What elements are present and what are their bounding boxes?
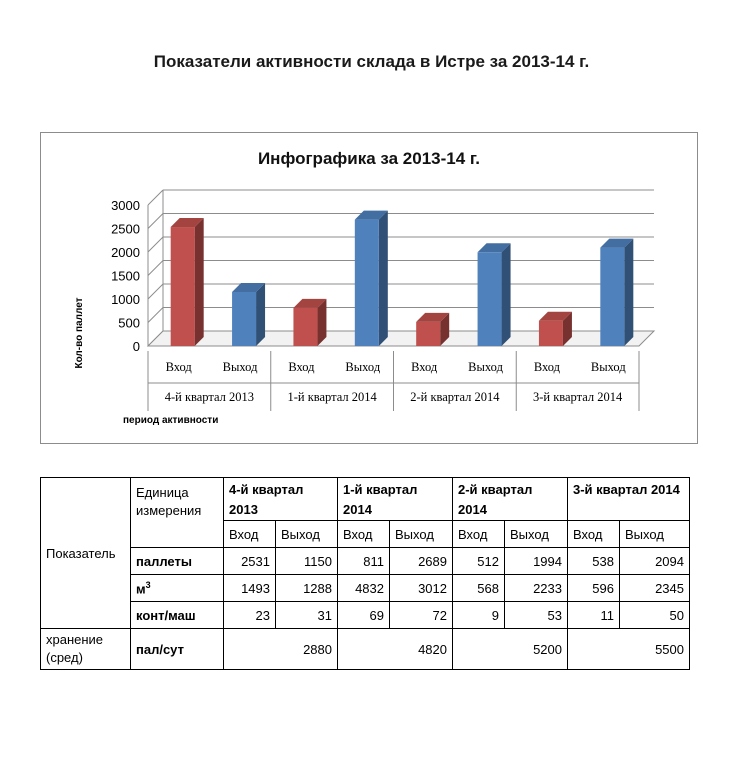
storage-label: хранение (сред)	[41, 629, 131, 670]
value-cell: 568	[453, 575, 505, 602]
bar	[355, 220, 379, 346]
storage-value: 4820	[338, 629, 453, 670]
x-group-label: 4-й квартал 2013	[164, 390, 255, 404]
x-category-label: Вход	[533, 360, 561, 374]
x-category-label: Вход	[288, 360, 315, 374]
chart-floor	[148, 331, 654, 346]
sub-header-in: Вход	[224, 521, 276, 548]
quarter-header: 3-й квартал 2014	[568, 478, 690, 521]
value-cell: 2094	[620, 548, 690, 575]
bar-side	[256, 283, 265, 346]
unit-cell: пал/сут	[131, 629, 224, 670]
value-cell: 512	[453, 548, 505, 575]
unit-cell	[131, 575, 224, 602]
unit-header: Единица измерения	[131, 478, 224, 548]
gridline	[148, 190, 163, 205]
x-category-label: Выход	[590, 360, 626, 374]
unit-cell: конт/маш	[131, 602, 224, 629]
quarter-header: 2-й квартал 2014	[453, 478, 568, 521]
x-category-label: Выход	[345, 360, 381, 374]
x-category-label: Выход	[222, 360, 258, 374]
value-cell: 2345	[620, 575, 690, 602]
storage-value: 5200	[453, 629, 568, 670]
bar	[232, 292, 256, 346]
bar-side	[379, 211, 388, 346]
value-cell: 69	[338, 602, 390, 629]
x-group-label: 3-й квартал 2014	[532, 390, 623, 404]
value-cell: 11	[568, 602, 620, 629]
value-cell: 596	[568, 575, 620, 602]
gridline	[148, 261, 163, 276]
bar	[171, 227, 195, 346]
value-cell: 23	[224, 602, 276, 629]
chart-frame	[40, 132, 698, 444]
row-header: Показатель	[41, 478, 131, 629]
x-group-label: 2-й квартал 2014	[410, 390, 500, 404]
value-cell: 72	[390, 602, 453, 629]
gridline	[148, 308, 163, 323]
value-cell: 4832	[338, 575, 390, 602]
bar-side	[195, 218, 204, 346]
value-cell: 1150	[276, 548, 338, 575]
x-group-label: 1-й квартал 2014	[287, 390, 377, 404]
value-cell: 9	[453, 602, 505, 629]
sub-header-in: Вход	[338, 521, 390, 548]
storage-value: 2880	[224, 629, 338, 670]
chart-title: Инфографика за 2013-14 г.	[257, 149, 481, 168]
y-tick-label: 1000	[111, 292, 140, 307]
y-axis-title: Кол-во паллет	[74, 297, 85, 369]
value-cell: 2689	[390, 548, 453, 575]
value-cell: 1288	[276, 575, 338, 602]
sub-header-out: Выход	[390, 521, 453, 548]
quarter-header: 1-й квартал 2014	[338, 478, 453, 521]
bar	[293, 308, 317, 346]
unit-text: м	[136, 581, 146, 597]
sub-header-in: Вход	[453, 521, 505, 548]
data-table	[40, 477, 690, 670]
y-tick-label: 3000	[111, 198, 140, 213]
gridline	[148, 214, 163, 229]
y-tick-label: 1500	[111, 268, 140, 284]
bar-side	[624, 239, 633, 346]
value-cell: 3012	[390, 575, 453, 602]
table-row	[41, 575, 690, 602]
unit-superscript: 3	[145, 579, 151, 590]
bar	[539, 321, 563, 346]
y-tick-label: 2000	[111, 245, 140, 260]
page-title: Показатели активности склада в Истре за 2013-14 г.	[153, 52, 590, 71]
value-cell: 1994	[505, 548, 568, 575]
bar	[600, 248, 624, 346]
value-cell: 811	[338, 548, 390, 575]
gridline	[148, 284, 163, 299]
bar-chart	[41, 133, 697, 443]
y-tick-label: 2500	[111, 221, 140, 237]
x-category-label: Выход	[468, 360, 503, 374]
value-cell: 50	[620, 602, 690, 629]
y-tick-label: 0	[132, 339, 140, 354]
bar	[478, 252, 502, 346]
bar-side	[502, 243, 511, 346]
sub-header-out: Выход	[505, 521, 568, 548]
value-cell: 2233	[505, 575, 568, 602]
table-row	[41, 629, 690, 670]
x-category-label: Вход	[165, 360, 192, 374]
gridline	[148, 237, 163, 252]
quarter-header: 4-й квартал 2013	[224, 478, 338, 521]
value-cell: 31	[276, 602, 338, 629]
value-cell: 2531	[224, 548, 276, 575]
table-row	[41, 548, 690, 575]
x-category-label: Вход	[411, 360, 438, 374]
value-cell: 53	[505, 602, 568, 629]
table-row	[41, 602, 690, 629]
value-cell: 538	[568, 548, 620, 575]
value-cell: 1493	[224, 575, 276, 602]
x-axis-title: период активности	[123, 415, 219, 426]
bar	[416, 322, 440, 346]
storage-value: 5500	[568, 629, 690, 670]
sub-header-out: Выход	[620, 521, 690, 548]
sub-header-in: Вход	[568, 521, 620, 548]
sub-header-out: Выход	[276, 521, 338, 548]
y-tick-label: 500	[118, 315, 140, 331]
unit-cell: паллеты	[131, 548, 224, 575]
